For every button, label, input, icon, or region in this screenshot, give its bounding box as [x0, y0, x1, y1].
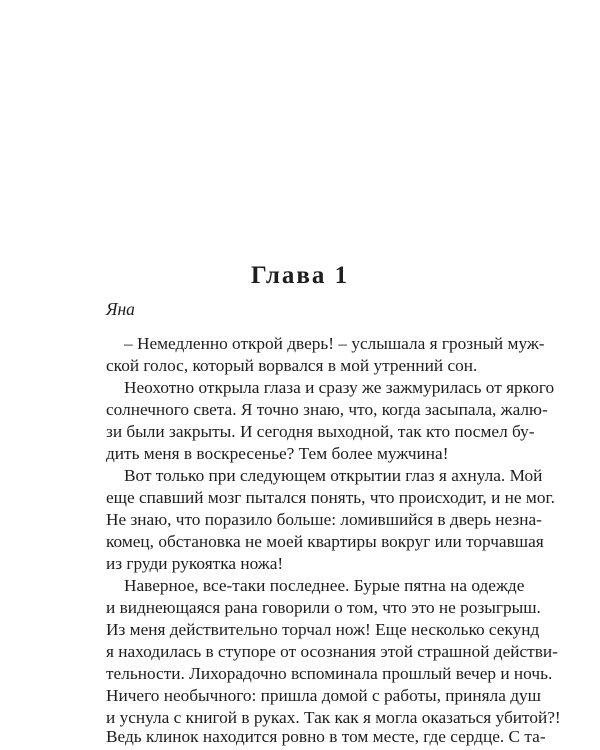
text-line: комец, обстановка не моей квартиры вокруг или торчавшая	[106, 532, 544, 551]
text-line: я находилась в ступоре от осознания этой страшной действи-	[106, 642, 558, 661]
text-line: и уснула с книгой в руках. Так как я могла оказаться убитой?!	[106, 708, 561, 727]
text-line: Вот только при следующем открытии глаз я ахнула. Мой	[124, 466, 543, 485]
text-line: солнечного света. Я точно знаю, что, когда засыпала, жалю-	[106, 400, 548, 419]
text-line: и виднеющаяся рана говорили о том, что это не розыгрыш.	[106, 598, 541, 617]
text-line: Ничего необычного: пришла домой с работы, приняла душ	[106, 686, 541, 705]
text-line: из груди рукоятка ножа!	[106, 554, 284, 573]
text-line: Не знаю, что поразило больше: ломившийся в дверь незна-	[106, 510, 542, 529]
text-line: дить меня в воскресенье? Тем более мужчина!	[106, 444, 449, 463]
text-line: Наверное, все-таки последнее. Бурые пятна на одежде	[124, 576, 525, 595]
text-line: тельности. Лихорадочно вспоминала прошлый вечер и ночь.	[106, 664, 553, 683]
text-line: Неохотно открыла глаза и сразу же зажмурилась от яркого	[124, 378, 555, 397]
text-line: ской голос, который ворвался в мой утренний сон.	[106, 356, 478, 375]
text-line: Из меня действительно торчал нож! Еще несколько секунд	[106, 620, 540, 639]
text-line: – Немедленно открой дверь! – услышала я грозный муж-	[124, 334, 545, 353]
pov-character-name: Яна	[106, 299, 135, 319]
text-line: еще спавший мозг пытался понять, что происходит, и не мог.	[106, 488, 555, 507]
text-line: зи были закрыты. И сегодня выходной, так кто посмел бу-	[106, 422, 535, 441]
text-line: Ведь клинок находится ровно в том месте, где сердце. С та-	[106, 727, 546, 746]
chapter-title: Глава 1	[250, 262, 350, 289]
